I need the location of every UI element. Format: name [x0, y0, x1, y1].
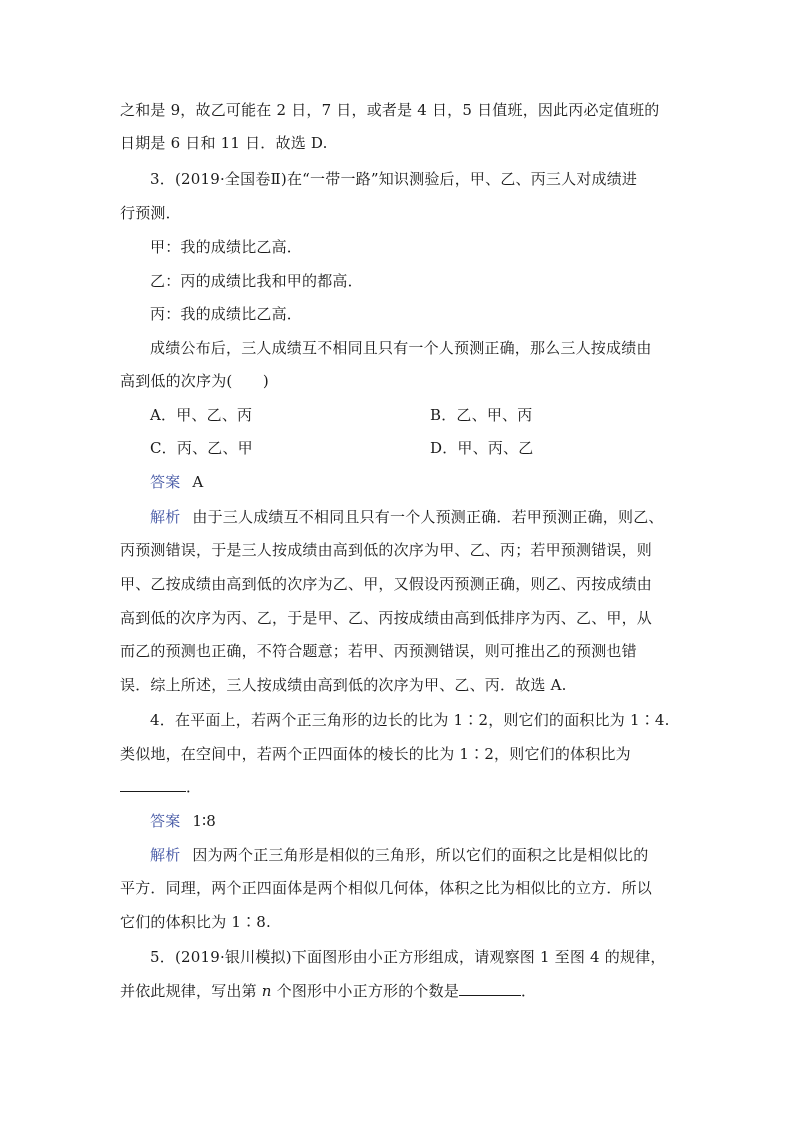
answer-label: 答案 — [150, 473, 181, 491]
text-line: 丙预测错误，于是三人按成绩由高到低的次序为甲、乙、丙；若甲预测错误，则 — [120, 541, 653, 559]
statement-jia: 甲：我的成绩比乙高． — [150, 238, 303, 256]
statement-yi: 乙：丙的成绩比我和甲的都高． — [150, 272, 363, 290]
option-b: B．乙、甲、丙 — [430, 406, 533, 424]
answer-value: A — [192, 473, 204, 491]
question-3-prompt-cont: 高到低的次序为( ) — [120, 372, 269, 390]
option-d: D．甲、丙、乙 — [430, 439, 534, 457]
text-line: 之和是 9，故乙可能在 2 日，7 日，或者是 4 日，5 日值班，因此丙必定值班的 — [120, 101, 660, 119]
question-3-explanation — [150, 507, 715, 527]
option-a: A．甲、乙、丙 — [150, 406, 253, 424]
question-4-explanation — [150, 845, 715, 865]
answer-label: 答案 — [150, 812, 181, 830]
variable-n: n — [261, 982, 272, 1000]
explanation-text: 由于三人成绩互不相同且只有一个人预测正确．若甲预测正确，则乙、 — [192, 508, 664, 526]
text-line: 它们的体积比为 1∶8. — [120, 913, 272, 931]
answer-blank — [459, 981, 521, 996]
answer-value: 1∶8 — [192, 812, 216, 830]
text-line: 高到低的次序为丙、乙，于是甲、乙、丙按成绩由高到低排序为丙、乙、甲，从 — [120, 609, 653, 627]
question-4-answer — [150, 811, 715, 831]
answer-blank — [120, 777, 186, 792]
statement-bing: 丙：我的成绩比乙高． — [150, 305, 303, 323]
text-line: 而乙的预测也正确，不符合题意；若甲、丙预测错误，则可推出乙的预测也错 — [120, 642, 637, 660]
question-5-stem: 5．(2019·银川模拟)下面图形由小正方形组成，请观察图 1 至图 4 的规律， — [150, 948, 666, 966]
text-line: 误．综上所述，三人按成绩由高到低的次序为甲、乙、丙．故选 A. — [120, 676, 567, 694]
question-3-stem-cont: 行预测． — [120, 204, 181, 222]
explanation-label: 解析 — [150, 846, 181, 864]
question-5-stem-cont: 并依此规律，写出第 n 个图形中小正方形的个数是 ． — [120, 982, 537, 1000]
question-4-stem-cont: 类似地，在空间中，若两个正四面体的棱长的比为 1∶2，则它们的体积比为 — [120, 745, 631, 763]
explanation-text: 因为两个正三角形是相似的三角形，所以它们的面积之比是相似比的 — [192, 846, 649, 864]
question-3-stem: 3．(2019·全国卷Ⅱ)在“一带一路”知识测验后，甲、乙、丙三人对成绩进 — [150, 170, 638, 188]
text-line: 甲、乙按成绩由高到低的次序为乙、甲，又假设丙预测正确，则乙、丙按成绩由 — [120, 575, 653, 593]
text-line: 日期是 6 日和 11 日．故选 D. — [120, 134, 328, 152]
question-3-prompt: 成绩公布后，三人成绩互不相同且只有一个人预测正确，那么三人按成绩由 — [150, 339, 652, 357]
explanation-label: 解析 — [150, 508, 181, 526]
question-4-stem: 4．在平面上，若两个正三角形的边长的比为 1∶2，则它们的面积比为 1∶4. — [150, 711, 670, 729]
option-c: C．丙、乙、甲 — [150, 439, 253, 457]
text-line: 平方．同理，两个正四面体是两个相似几何体，体积之比为相似比的立方．所以 — [120, 879, 653, 897]
question-3-answer — [150, 472, 715, 492]
question-4-blank-line: ． — [120, 777, 685, 797]
